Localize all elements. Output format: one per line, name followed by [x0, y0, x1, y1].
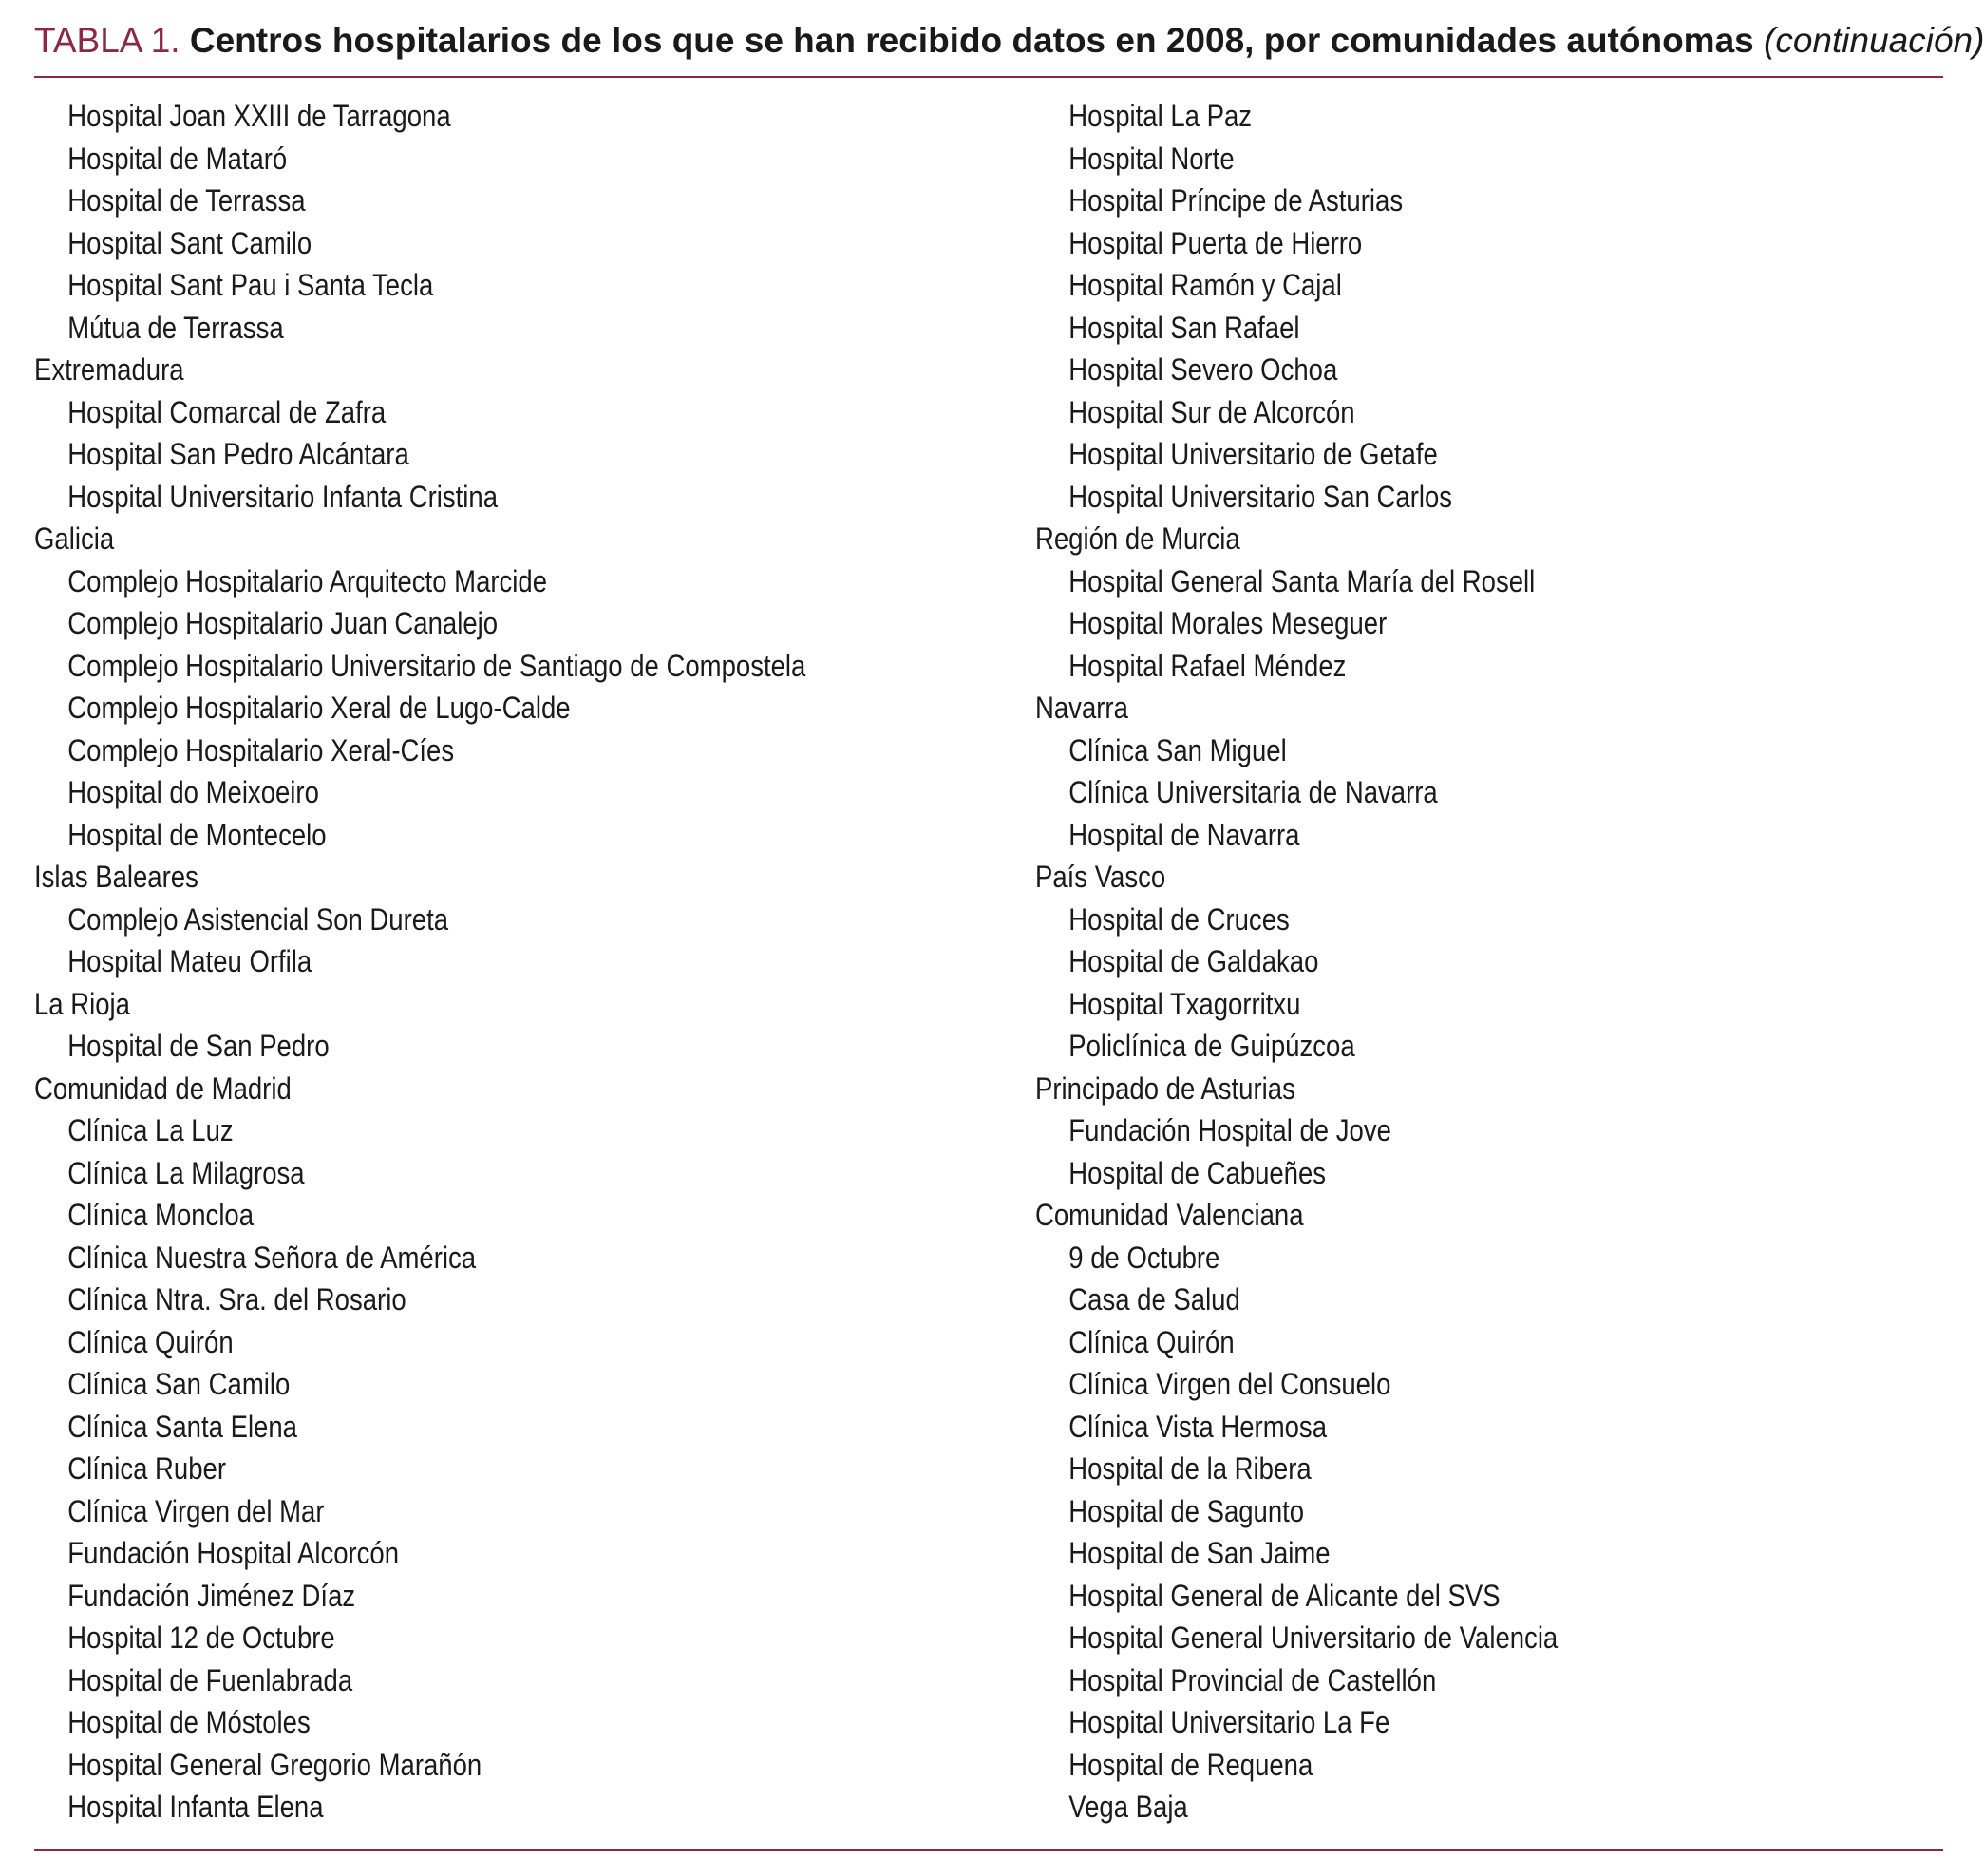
hospital-item: Mútua de Terrassa [67, 310, 284, 345]
hospital-item: Hospital Universitario de Getafe [1068, 437, 1438, 471]
hospital-item: Hospital General Gregorio Marañón [67, 1747, 482, 1782]
hospital-item: Complejo Hospitalario Universitario de Santiago de Compostela [67, 648, 806, 683]
region-heading: Extremadura [34, 352, 184, 387]
region-heading: Región de Murcia [1035, 521, 1240, 556]
hospital-item: Hospital de Galdakao [1068, 944, 1319, 978]
left-column-list [34, 95, 805, 1829]
hospital-item: Hospital Universitario San Carlos [1068, 479, 1453, 514]
hospital-item: Clínica Virgen del Mar [67, 1493, 325, 1528]
hospital-item: Hospital de la Ribera [1068, 1451, 1312, 1486]
hospital-item: Hospital de Requena [1068, 1747, 1313, 1782]
hospital-item: Hospital Mateu Orfila [67, 944, 312, 978]
hospital-item: Clínica Vista Hermosa [1068, 1409, 1327, 1444]
hospital-item: Hospital Sant Pau i Santa Tecla [67, 268, 434, 302]
region-heading: Islas Baleares [34, 860, 198, 894]
table-title: Centros hospitalarios de los que se han recibido datos en 2008, por comunidades autónomas [189, 21, 1754, 60]
hospital-item: Hospital Ramón y Cajal [1068, 268, 1342, 302]
region-heading: Navarra [1035, 691, 1128, 725]
hospital-item: Hospital Severo Ochoa [1068, 352, 1338, 387]
hospital-item: Clínica Virgen del Consuelo [1068, 1367, 1391, 1401]
hospital-item: Hospital Txagorritxu [1068, 986, 1301, 1021]
hospital-item: Hospital de Terrassa [67, 183, 306, 218]
hospital-item: Hospital de Navarra [1068, 817, 1300, 852]
region-heading: País Vasco [1035, 860, 1166, 894]
hospital-item: Complejo Hospitalario Xeral de Lugo-Calde [67, 691, 571, 725]
hospital-item: Clínica Ntra. Sra. del Rosario [67, 1282, 406, 1317]
hospital-item: Hospital General Universitario de Valencia [1068, 1620, 1559, 1655]
hospital-item: Hospital Rafael Méndez [1068, 648, 1347, 683]
hospital-item: Vega Baja [1068, 1790, 1188, 1824]
hospital-item: Hospital Universitario La Fe [1068, 1705, 1390, 1739]
hospital-item: Hospital de Fuenlabrada [67, 1662, 353, 1697]
table-caption [34, 17, 1984, 65]
hospital-item: Hospital de Cruces [1068, 901, 1290, 937]
hospital-item: Hospital Universitario Infanta Cristina [67, 479, 498, 514]
hospital-item: Complejo Asistencial Son Dureta [67, 901, 449, 937]
hospital-item: Hospital Puerta de Hierro [1068, 225, 1363, 260]
hospital-item: Clínica San Miguel [1068, 732, 1287, 767]
hospital-item: Clínica Universitaria de Navarra [1068, 775, 1438, 809]
hospital-item: Hospital de San Pedro [67, 1029, 330, 1063]
hospital-item: Hospital de San Jaime [1068, 1536, 1331, 1570]
hospital-item: Complejo Hospitalario Juan Canalejo [67, 606, 499, 640]
hospital-item: 9 de Octubre [1068, 1240, 1220, 1275]
region-heading: Principado de Asturias [1035, 1071, 1295, 1106]
hospital-item: Hospital de Móstoles [67, 1705, 311, 1739]
hospital-item: Fundación Hospital de Jove [1068, 1113, 1391, 1147]
hospital-item: Fundación Hospital Alcorcón [67, 1536, 400, 1570]
region-heading: La Rioja [34, 986, 130, 1021]
hospital-item: Hospital Norte [1068, 141, 1235, 176]
hospital-item: Hospital de Mataró [67, 141, 288, 176]
hospital-item: Hospital de Cabueñes [1068, 1155, 1327, 1190]
hospital-item: Hospital Provincial de Castellón [1068, 1662, 1437, 1697]
hospital-item: Hospital San Pedro Alcántara [67, 437, 409, 471]
region-heading: Comunidad Valenciana [1035, 1198, 1304, 1232]
hospital-item: Casa de Salud [1068, 1282, 1240, 1317]
hospital-item: Hospital Príncipe de Asturias [1068, 183, 1404, 218]
hospital-item: Hospital San Rafael [1068, 310, 1300, 345]
hospital-item: Hospital de Sagunto [1068, 1493, 1305, 1528]
hospital-item: Hospital Morales Meseguer [1068, 606, 1388, 640]
bottom-rule [34, 1849, 1943, 1851]
hospital-item: Hospital 12 de Octubre [67, 1620, 335, 1655]
region-heading: Galicia [34, 521, 115, 556]
table-continuation-note: (continuación) [1764, 21, 1984, 60]
hospital-item: Hospital de Montecelo [67, 817, 327, 852]
top-rule [34, 76, 1943, 78]
hospital-item: Complejo Hospitalario Xeral-Cíes [67, 732, 455, 767]
hospital-item: Clínica Ruber [67, 1451, 226, 1486]
hospital-item: Clínica La Luz [67, 1113, 234, 1147]
hospital-item: Hospital Sant Camilo [67, 225, 312, 260]
hospital-item: Policlínica de Guipúzcoa [1068, 1029, 1355, 1063]
region-heading: Comunidad de Madrid [34, 1071, 292, 1106]
hospital-item: Clínica La Milagrosa [67, 1155, 305, 1190]
hospital-item: Hospital General de Alicante del SVS [1068, 1578, 1501, 1613]
hospital-item: Hospital Infanta Elena [67, 1790, 324, 1824]
hospital-item: Hospital General Santa María del Rosell [1068, 563, 1536, 598]
hospital-item: Hospital Joan XXIII de Tarragona [67, 99, 451, 133]
hospital-item: Complejo Hospitalario Arquitecto Marcide [67, 563, 548, 598]
hospital-item: Clínica Nuestra Señora de América [67, 1240, 477, 1275]
hospital-item: Clínica Quirón [67, 1324, 234, 1359]
right-column-list [1035, 95, 1558, 1829]
hospital-item: Clínica San Camilo [67, 1367, 291, 1401]
hospital-item: Hospital La Paz [1068, 99, 1253, 133]
hospital-item: Hospital Sur de Alcorcón [1068, 394, 1355, 429]
table-label: TABLA 1. [34, 21, 180, 60]
hospital-item: Clínica Santa Elena [67, 1409, 297, 1444]
hospital-item: Hospital do Meixoeiro [67, 775, 319, 809]
hospital-item: Fundación Jiménez Díaz [67, 1578, 356, 1613]
hospital-item: Clínica Quirón [1068, 1324, 1235, 1359]
hospital-item: Clínica Moncloa [67, 1198, 255, 1232]
hospital-item: Hospital Comarcal de Zafra [67, 394, 387, 429]
